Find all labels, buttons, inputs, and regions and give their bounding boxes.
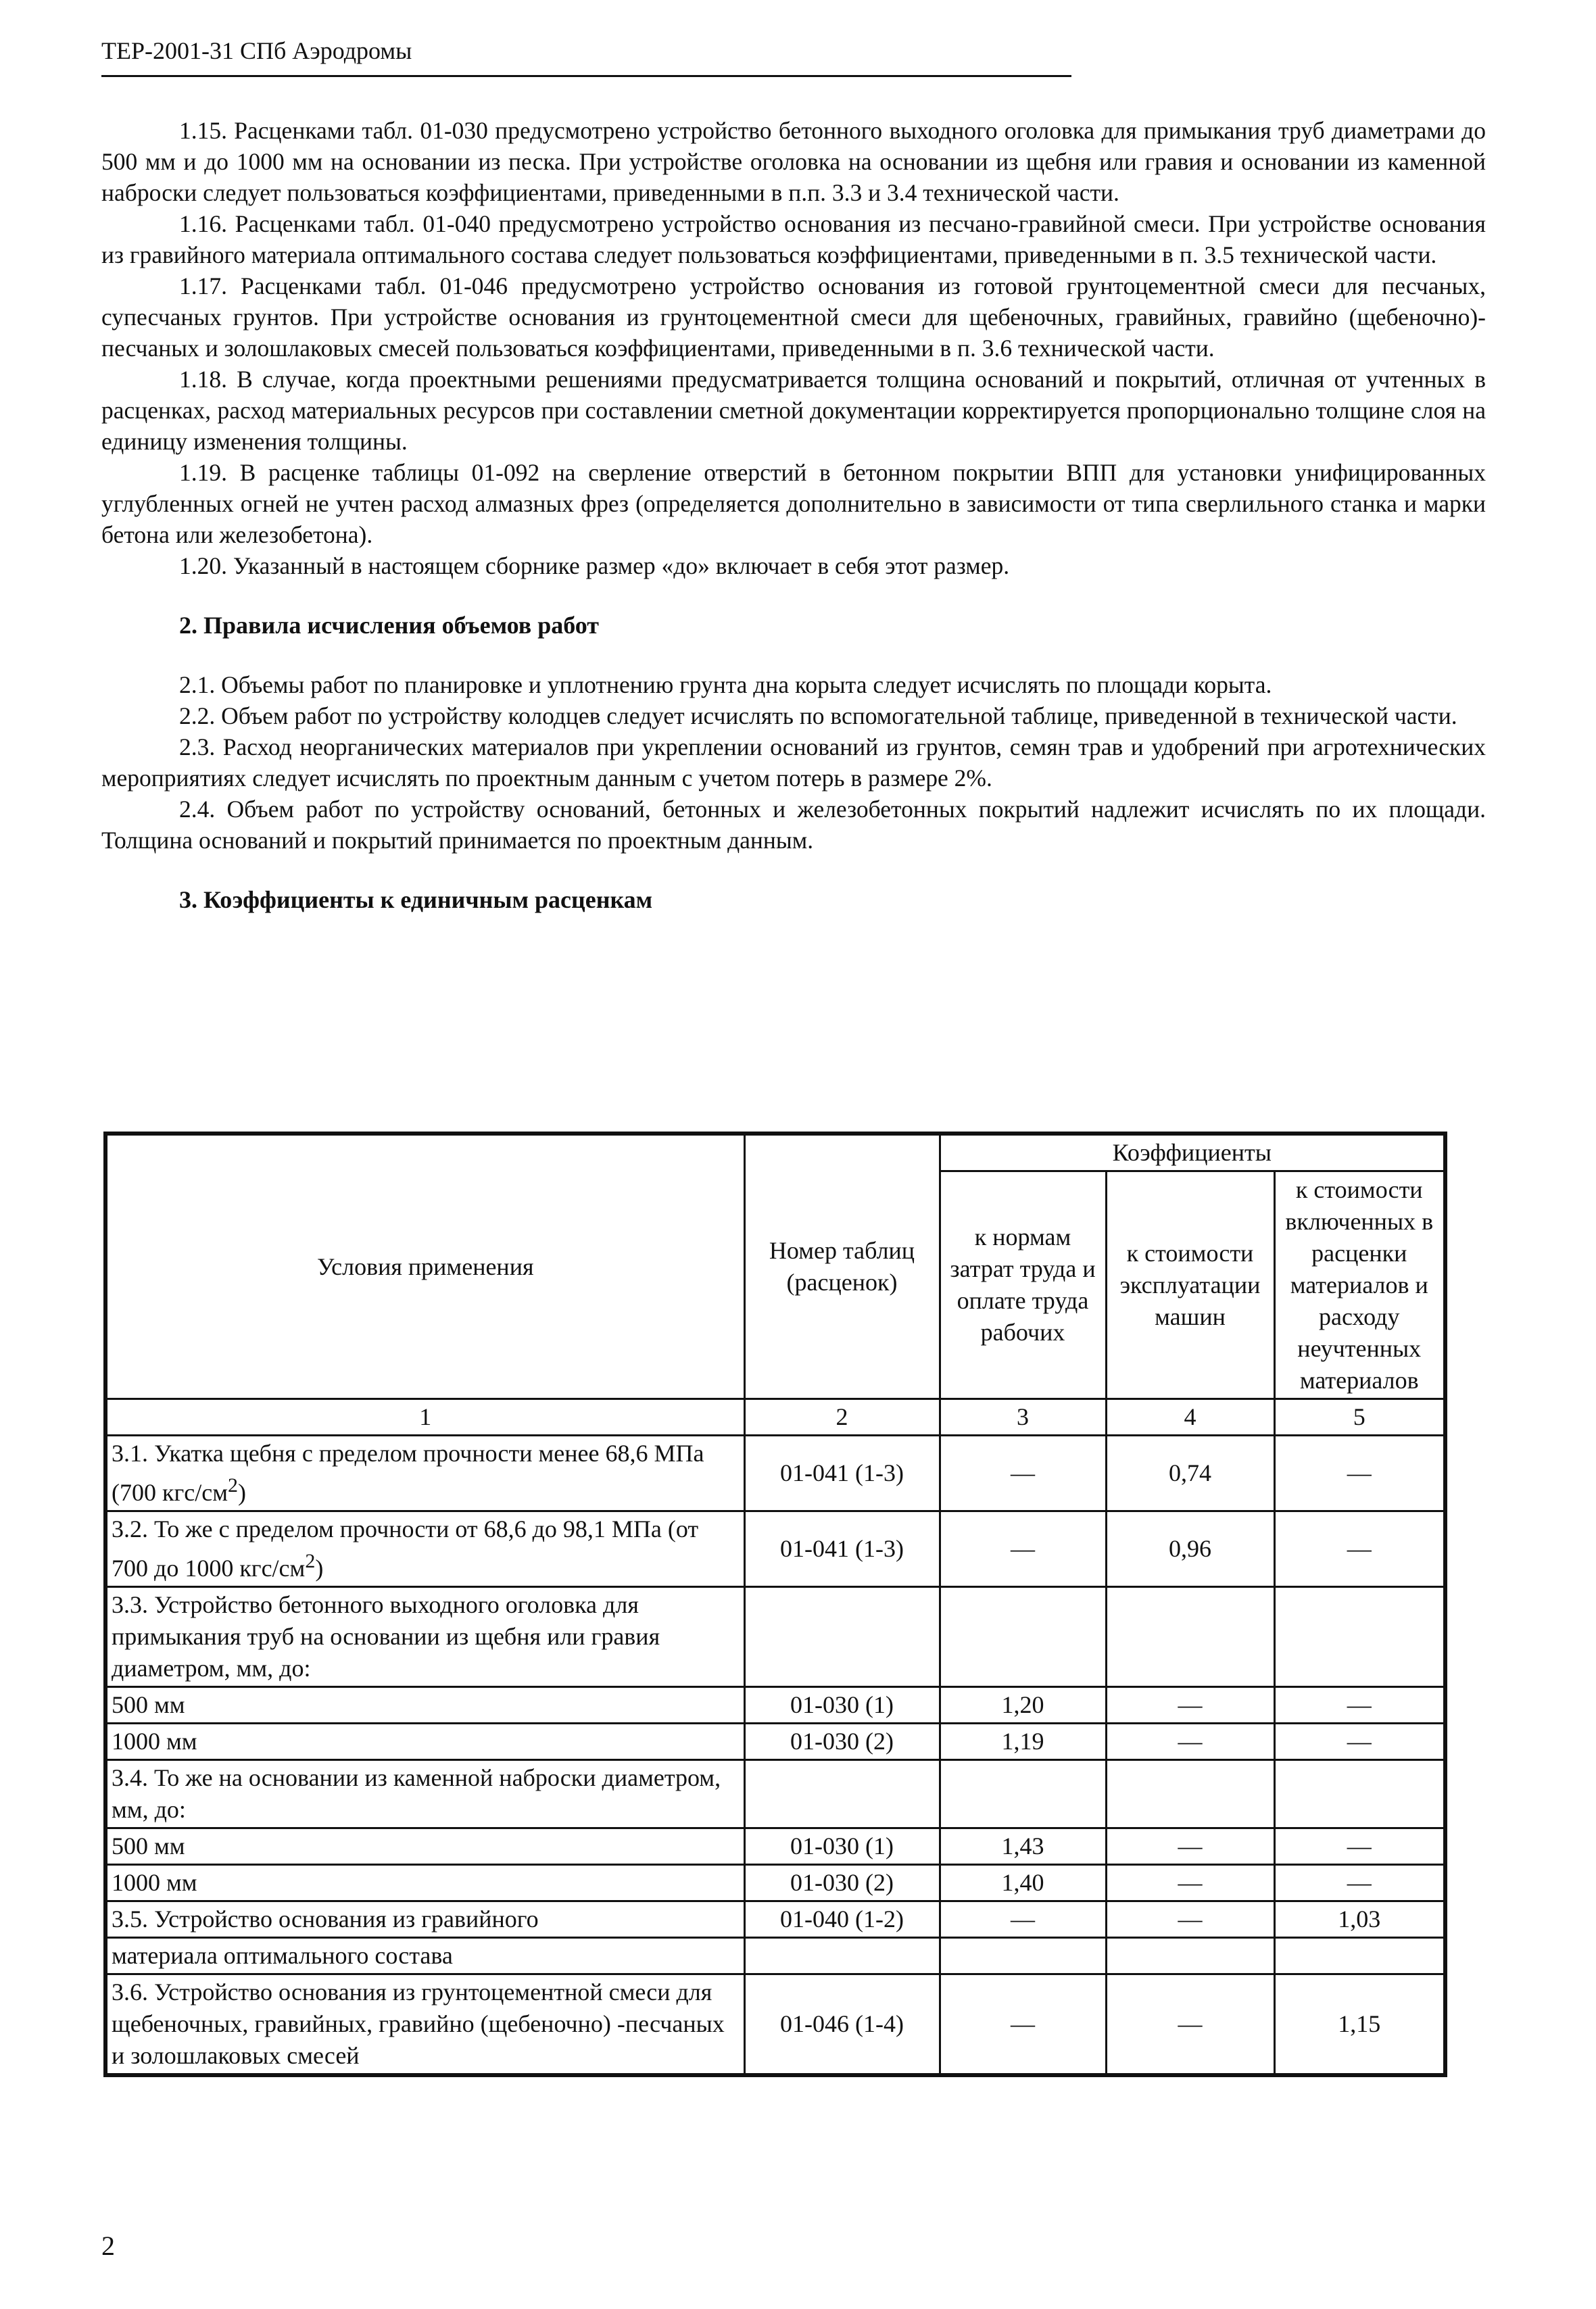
- condition-cell: 3.5. Устройство основания из гравийного: [105, 1901, 744, 1938]
- condition-cell: [105, 1511, 744, 1587]
- material-coef-cell: [1274, 1938, 1445, 1974]
- material-coef-cell: —: [1274, 1828, 1445, 1865]
- condition-cell: 3.3. Устройство бетонного выходного оголовка для примыкания труб на основании из щебня или гравия диаметром, мм, до:: [105, 1587, 744, 1687]
- col-header-table-number: Номер таблиц (расценок): [744, 1134, 940, 1399]
- header-divider: [101, 75, 1071, 77]
- material-coef-cell: 1,15: [1274, 1974, 1445, 2076]
- table-number-cell: 01-030 (2): [744, 1724, 940, 1760]
- table-number-cell: 01-030 (1): [744, 1687, 940, 1724]
- table-row: [105, 1760, 1445, 1828]
- material-coef-cell: [1274, 1587, 1445, 1687]
- labor-coef-cell: [940, 1938, 1106, 1974]
- material-coef-cell: —: [1274, 1511, 1445, 1587]
- col-header-conditions: Условия применения: [105, 1134, 744, 1399]
- spacer: [101, 581, 1486, 608]
- labor-coef-cell: 1,20: [940, 1687, 1106, 1724]
- labor-coef-cell: 1,19: [940, 1724, 1106, 1760]
- paragraph-1-17: 1.17. Расценками табл. 01-046 предусмотрено устройство основания из готовой грунтоцементной смеси для песчаных, супесчаных грунтов. При устройстве основания из грунтоцементной смеси для щебеночных, гравийных, гравийно (щебеночно)-песчаных и золошлаковых смесей пользоваться коэффициентами, приведенными в п. 3.6 технической части.: [101, 272, 1486, 362]
- page-number: 2: [101, 2231, 115, 2261]
- material-coef-cell: —: [1274, 1865, 1445, 1901]
- table-row: [105, 1587, 1445, 1687]
- table-row: [105, 1436, 1445, 1511]
- condition-cell: 500 мм: [105, 1828, 744, 1865]
- paragraph-2-3: 2.3. Расход неорганических материалов при укреплении оснований из грунтов, семян трав и удобрений при агротехнических мероприятиях следует исчислять по проектным данным с учетом потерь в размере 2%.: [101, 733, 1486, 792]
- material-coef-cell: —: [1274, 1687, 1445, 1724]
- condition-cell: 3.4. То же на основании из каменной наброски диаметром, мм, до:: [105, 1760, 744, 1828]
- material-coef-cell: —: [1274, 1436, 1445, 1511]
- table-number-cell: [744, 1587, 940, 1687]
- table-row: [105, 1901, 1445, 1938]
- col-header-machines: к стоимости эксплуатации машин: [1106, 1171, 1274, 1399]
- labor-coef-cell: [940, 1760, 1106, 1828]
- material-coef-cell: [1274, 1760, 1445, 1828]
- labor-coef-cell: —: [940, 1974, 1106, 2076]
- machine-coef-cell: —: [1106, 1687, 1274, 1724]
- machine-coef-cell: [1106, 1587, 1274, 1687]
- machine-coef-cell: 0,96: [1106, 1511, 1274, 1587]
- table-row: [105, 1511, 1445, 1587]
- table-number-cell: 01-030 (1): [744, 1828, 940, 1865]
- table-number-cell: [744, 1760, 940, 1828]
- section-2-heading: 2. Правила исчисления объемов работ: [179, 612, 599, 639]
- table-number-row: [105, 1399, 1445, 1436]
- spacer: [101, 642, 1486, 669]
- condition-text: 3.1. Укатка щебня с пределом прочности менее 68,6 МПа (700 кгс/см: [112, 1440, 704, 1506]
- machine-coef-cell: —: [1106, 1974, 1274, 2076]
- col-number: 3: [940, 1399, 1106, 1436]
- table-row: [105, 1687, 1445, 1724]
- paragraph-1-15: 1.15. Расценками табл. 01-030 предусмотрено устройство бетонного выходного оголовка для примыкания труб диаметрами до 500 мм и до 1000 мм на основании из песка. При устройстве оголовка на основании из щебня или гравия и основании из каменной наброски следует пользоваться коэффициентами, приведенными в п.п. 3.3 и 3.4 технической части.: [101, 117, 1486, 206]
- table-number-cell: [744, 1938, 940, 1974]
- col-header-coefficients: Коэффициенты: [940, 1134, 1445, 1171]
- paragraph-1-20: 1.20. Указанный в настоящем сборнике размер «до» включает в себя этот размер.: [179, 552, 1010, 579]
- paragraph-2-1: 2.1. Объемы работ по планировке и уплотнению грунта дна корыта следует исчислять по площади корыта.: [179, 671, 1272, 698]
- paragraph-1-19: 1.19. В расценке таблицы 01-092 на сверление отверстий в бетонном покрытии ВПП для установки унифицированных углубленных огней не учтен расход алмазных фрез (определяется дополнительно в зависимости от типа сверлильного станка и марки бетона или железобетона).: [101, 459, 1486, 548]
- machine-coef-cell: —: [1106, 1865, 1274, 1901]
- table-number-cell: 01-030 (2): [744, 1865, 940, 1901]
- page-header: ТЕР-2001-31 СПб Аэродромы: [101, 37, 412, 64]
- col-number: 2: [744, 1399, 940, 1436]
- machine-coef-cell: 0,74: [1106, 1436, 1274, 1511]
- table-row: [105, 1828, 1445, 1865]
- col-header-labor: к нормам затрат труда и оплате труда рабочих: [940, 1171, 1106, 1399]
- table-row: [105, 1724, 1445, 1760]
- table-row: [105, 1974, 1445, 2076]
- col-number: 4: [1106, 1399, 1274, 1436]
- labor-coef-cell: 1,40: [940, 1865, 1106, 1901]
- paragraph-2-2: 2.2. Объем работ по устройству колодцев следует исчислять по вспомогательной таблице, приведенной в технической части.: [179, 702, 1457, 729]
- table-number-cell: 01-041 (1-3): [744, 1511, 940, 1587]
- table-row: [105, 1938, 1445, 1974]
- labor-coef-cell: [940, 1587, 1106, 1687]
- machine-coef-cell: [1106, 1760, 1274, 1828]
- coefficients-table-wrap: [103, 1132, 1443, 2077]
- coefficients-table: [103, 1132, 1447, 2077]
- machine-coef-cell: —: [1106, 1828, 1274, 1865]
- labor-coef-cell: —: [940, 1901, 1106, 1938]
- col-header-materials: к стоимости включенных в расценки материалов и расходу неучтенных материалов: [1274, 1171, 1445, 1399]
- spacer: [101, 856, 1486, 883]
- machine-coef-cell: [1106, 1938, 1274, 1974]
- paragraph-2-4: 2.4. Объем работ по устройству оснований, бетонных и железобетонных покрытий надлежит исчислять по их площади. Толщина оснований и покрытий принимается по проектным данным.: [101, 796, 1486, 854]
- table-row: [105, 1865, 1445, 1901]
- document-body: [101, 115, 1486, 917]
- labor-coef-cell: —: [940, 1511, 1106, 1587]
- superscript: 2: [227, 1474, 238, 1497]
- col-number: 5: [1274, 1399, 1445, 1436]
- table-header-row-1: [105, 1134, 1445, 1171]
- material-coef-cell: —: [1274, 1724, 1445, 1760]
- labor-coef-cell: —: [940, 1436, 1106, 1511]
- condition-cell: 500 мм: [105, 1687, 744, 1724]
- condition-cell: 3.6. Устройство основания из грунтоцементной смеси для щебеночных, гравийных, гравийно (щебеночно) -песчаных и золошлаковых смесей: [105, 1974, 744, 2076]
- section-3-heading: 3. Коэффициенты к единичным расценкам: [179, 886, 653, 913]
- condition-cell: [105, 1436, 744, 1511]
- condition-text: 3.2. То же с пределом прочности от 68,6 до 98,1 МПа (от 700 до 1000 кгс/см: [112, 1515, 699, 1582]
- condition-text-end: ): [237, 1479, 246, 1506]
- superscript: 2: [305, 1550, 316, 1572]
- table-number-cell: 01-046 (1-4): [744, 1974, 940, 2076]
- col-number: 1: [105, 1399, 744, 1436]
- paragraph-1-18: 1.18. В случае, когда проектными решениями предусматривается толщина оснований и покрытий, отличная от учтенных в расценках, расход материальных ресурсов при составлении сметной документации корректируется пропорционально толщине слоя на единицу изменения толщины.: [101, 366, 1486, 455]
- condition-cell: 1000 мм: [105, 1865, 744, 1901]
- table-number-cell: 01-041 (1-3): [744, 1436, 940, 1511]
- machine-coef-cell: —: [1106, 1724, 1274, 1760]
- material-coef-cell: 1,03: [1274, 1901, 1445, 1938]
- paragraph-1-16: 1.16. Расценками табл. 01-040 предусмотрено устройство основания из песчано-гравийной смеси. При устройстве основания из гравийного материала оптимального состава следует пользоваться коэффициентами, приведенными в п. 3.5 технической части.: [101, 210, 1486, 268]
- machine-coef-cell: —: [1106, 1901, 1274, 1938]
- table-number-cell: 01-040 (1-2): [744, 1901, 940, 1938]
- condition-cell: 1000 мм: [105, 1724, 744, 1760]
- labor-coef-cell: 1,43: [940, 1828, 1106, 1865]
- condition-text-end: ): [315, 1555, 324, 1582]
- condition-cell: материала оптимального состава: [105, 1938, 744, 1974]
